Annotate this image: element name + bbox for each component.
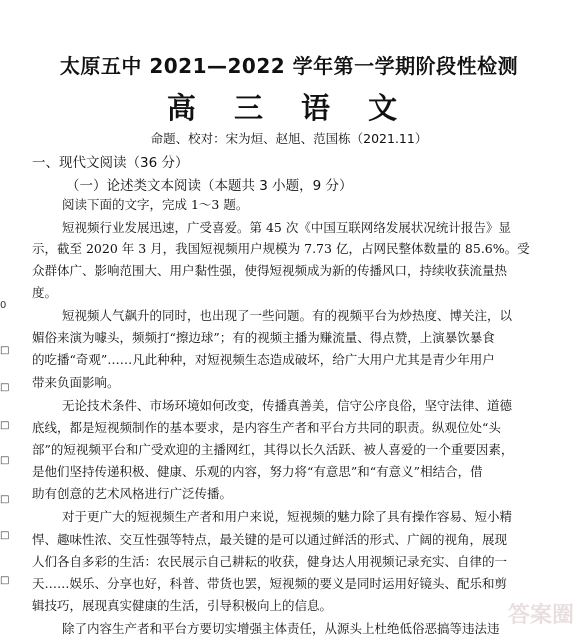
passage-line: 无论技术条件、市场环境如何改变，传播真善美，信守公序良俗，坚守法律、道德: [62, 398, 513, 413]
passage-line: 媚俗来演为噱头，频频打“擦边球”；有的视频主播为赚流量、得点赞，上演暴饮暴食: [32, 330, 495, 345]
passage-line: 短视频人气飙升的同时，也出现了一些问题。有的视频平台为炒热度、博关注，以: [62, 308, 513, 323]
margin-mark: □: [0, 420, 10, 431]
passage-line: 天……娱乐、分享也好，科普、带货也罢，短视频的要义是同时运用好镜头、配乐和剪: [32, 576, 508, 591]
watermark: 答案圈: [507, 603, 574, 628]
passage-line: 部”的短视频平台和广受欢迎的主播网红，其得以长久活跃、被人喜爱的一个重要因素，: [32, 442, 514, 457]
authors-line: 命题、校对：宋为烜、赵旭、范国栋（2021.11）: [150, 131, 428, 146]
passage-line: 底线，都是短视频制作的基本要求，是内容生产者和平台方共同的职责。纵观位处“头: [32, 420, 501, 435]
passage-line: 悍、趣味性浓、交互性强等特点，最关键的是可以通过鲜活的形式、广阔的视角，展现: [32, 532, 508, 547]
margin-mark: □: [0, 575, 10, 586]
passage-line: 辑技巧，展现真实健康的生活，引导积极向上的信息。: [32, 598, 333, 613]
instruction-line: 阅读下面的文字，完成 1～3 题。: [62, 197, 249, 212]
passage-line: 除了内容生产者和平台方要切实增强主体责任，从源头上杜绝低俗恶搞等违法违: [62, 621, 500, 636]
passage-line: 众群体广、影响范围大、用户黏性强，使得短视频成为新的传播风口，持续收获流量热: [32, 263, 508, 278]
passage-line: 度。: [32, 285, 58, 300]
passage-line: 的吃播“奇观”……凡此种种，对短视频生态造成破坏，给广大用户尤其是青少年用户: [32, 352, 495, 367]
section-heading: 一、现代文阅读（36 分）: [32, 155, 189, 171]
passage-line: 短视频行业发展迅速，广受喜爱。第 45 次《中国互联网络发展状况统计报告》显: [62, 220, 511, 235]
passage-line: 带来负面影响。: [32, 375, 120, 390]
passage-line: 是他们坚持传递积极、健康、乐观的内容，努力将“有意思”和“有意义”相结合，借: [32, 464, 483, 479]
exam-title: 太原五中 2021—2022 学年第一学期阶段性检测: [59, 54, 519, 78]
margin-mark: □: [0, 530, 10, 541]
passage-line: 助有创意的艺术风格进行广泛传播。: [32, 486, 233, 501]
passage-line: 对于更广大的短视频生产者和用户来说，短视频的魅力除了具有操作容易、短小精: [62, 509, 513, 524]
passage-line: 人们各自多彩的生活：农民展示自己耕耘的收获，健身达人用视频记录充实、自律的一: [32, 554, 508, 569]
margin-mark: □: [0, 494, 10, 505]
margin-mark: 0: [0, 300, 7, 311]
margin-mark: □: [0, 455, 10, 466]
margin-mark: □: [0, 382, 10, 393]
subsection-heading: （一）论述类文本阅读（本题共 3 小题，9 分）: [66, 178, 353, 194]
margin-mark: □: [0, 345, 10, 356]
subject-title: 高 三 语 文: [166, 91, 412, 125]
passage-line: 示，截至 2020 年 3 月，我国短视频用户规模为 7.73 亿，占网民整体数量的 85.6%。受: [32, 241, 530, 256]
